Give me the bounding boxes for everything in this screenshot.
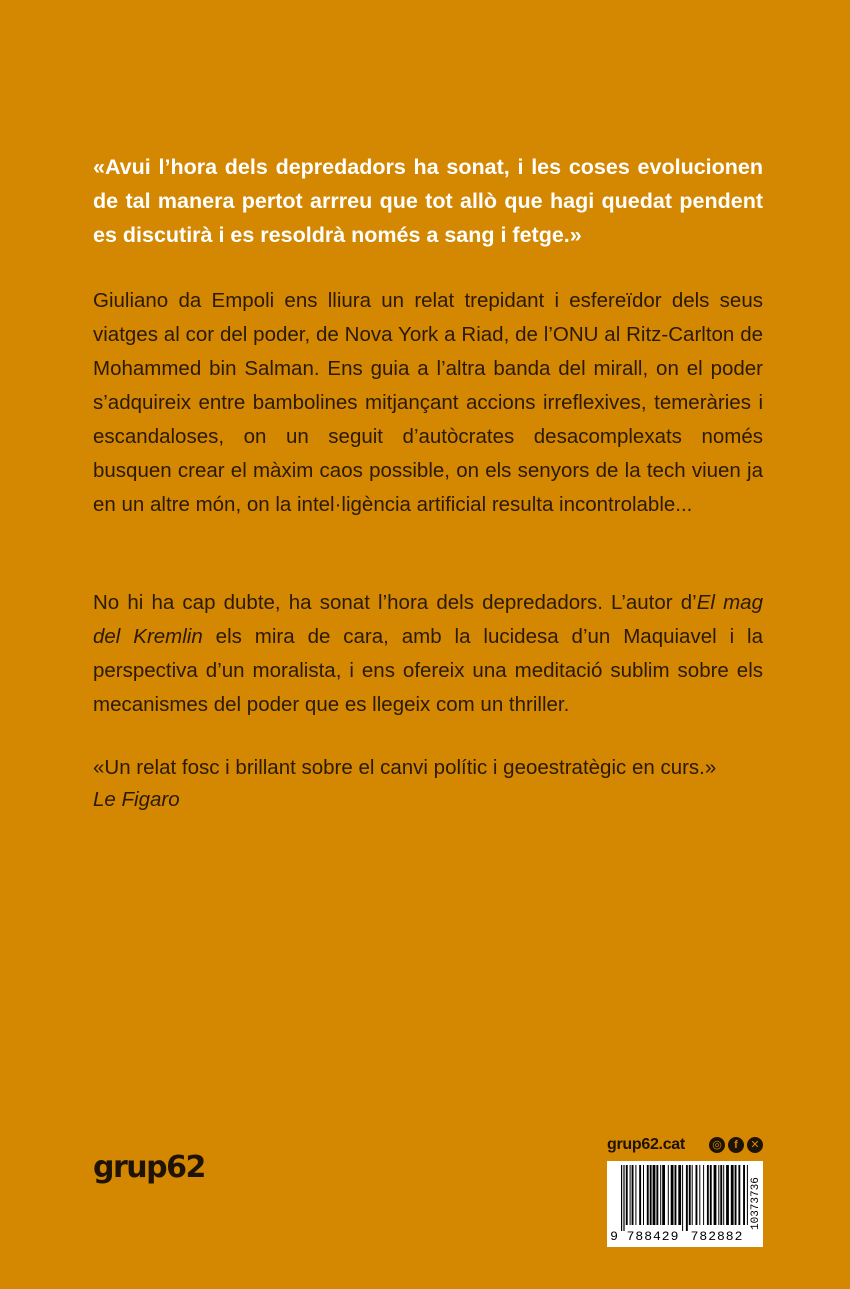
barcode-bar — [635, 1165, 636, 1225]
barcode-bar — [718, 1165, 719, 1225]
barcode-first-digit: 9 — [610, 1228, 618, 1244]
barcode-bar — [723, 1165, 724, 1225]
barcode-bar — [653, 1165, 656, 1225]
barcode-bar — [623, 1165, 624, 1231]
barcode-bar — [703, 1165, 704, 1225]
x-icon[interactable]: ✕ — [747, 1137, 763, 1153]
book-title: El mag del Kremlin — [93, 591, 763, 648]
barcode-bar — [714, 1165, 717, 1225]
review-source: Le Figaro — [93, 788, 180, 811]
barcode-bar — [726, 1165, 729, 1225]
barcode-bar — [731, 1165, 734, 1225]
barcode-digits — [607, 1227, 755, 1245]
barcode-bar — [682, 1165, 683, 1231]
social-icons — [709, 1137, 763, 1153]
barcode-bar — [743, 1165, 745, 1225]
barcode-bar — [720, 1165, 722, 1225]
barcode-bar — [678, 1165, 681, 1225]
barcode-side-code: 10373736 — [750, 1177, 762, 1231]
press-review — [93, 752, 793, 816]
barcode-bar — [621, 1165, 622, 1231]
barcode-bar — [747, 1165, 748, 1225]
facebook-icon[interactable]: f — [728, 1137, 744, 1153]
barcode-bar — [647, 1165, 649, 1225]
barcode-bar — [632, 1165, 634, 1225]
barcode-bar — [692, 1165, 693, 1225]
isbn-barcode — [607, 1161, 763, 1247]
barcode-bar — [671, 1165, 674, 1225]
barcode-bar — [735, 1165, 737, 1225]
barcode-bar — [686, 1165, 688, 1231]
author-paragraph-part2: els mira de cara, amb la lucidesa d’un Maquiavel i la perspectiva d’un moralista, i ens ofereix una meditació sublim sobre els mecanismes del poder que es llegeix com un thriller. — [93, 625, 763, 716]
author-paragraph-part1: No hi ha cap dubte, ha sonat l’hora dels depredadors. L’autor d’ — [93, 591, 697, 614]
website-link[interactable]: grup62.cat — [607, 1136, 685, 1153]
publisher-contact — [607, 1134, 763, 1156]
barcode-bar — [738, 1165, 740, 1225]
barcode-group-2: 782882 — [690, 1228, 744, 1244]
barcode-bar — [639, 1165, 641, 1225]
instagram-icon[interactable]: ◎ — [709, 1137, 725, 1153]
pull-quote: «Avui l’hora dels depredadors ha sonat, i les coses evolucionen de tal manera pertot arrreu que tot allò que hagi quedat pendent es discutirà i es resoldrà només a sang i fetge.» — [93, 155, 763, 247]
barcode-bar — [699, 1165, 700, 1225]
author-paragraph — [93, 586, 763, 722]
barcode-bar — [630, 1165, 631, 1225]
publisher-logo: grup62 — [93, 1150, 205, 1185]
review-text: «Un relat fosc i brillant sobre el canvi polític i geoestratègic en curs.» — [93, 756, 717, 779]
barcode-bar — [710, 1165, 712, 1225]
barcode-bar — [689, 1165, 691, 1225]
barcode-bar — [662, 1165, 665, 1225]
barcode-bar — [656, 1165, 658, 1225]
barcode-bar — [696, 1165, 698, 1225]
barcode-bar — [650, 1165, 652, 1225]
barcode-bar — [643, 1165, 644, 1225]
barcode-bar — [675, 1165, 677, 1225]
barcode-bar — [668, 1165, 669, 1225]
barcode-bar — [707, 1165, 709, 1225]
synopsis-paragraph: Giuliano da Empoli ens lliura un relat trepidant i esfereïdor dels seus viatges al cor del poder, de Nova York a Riad, de l’ONU al Ritz-Carlton de Mohammed bin Salman. Ens guia a l’altra banda del mirall, on el poder s’adquireix entre bambolines mitjançant accions irreflexives, temeràries i escandaloses, on un seguit d’autòcrates desacomplexats només busquen crear el màxim caos possible, on els senyors de la tech viuen ja en un altre món, on la intel·ligència artificial resulta incontrolable... — [93, 289, 763, 516]
barcode-group-1: 788429 — [626, 1228, 680, 1244]
barcode-bar — [626, 1165, 628, 1225]
barcode-bar — [660, 1165, 661, 1225]
